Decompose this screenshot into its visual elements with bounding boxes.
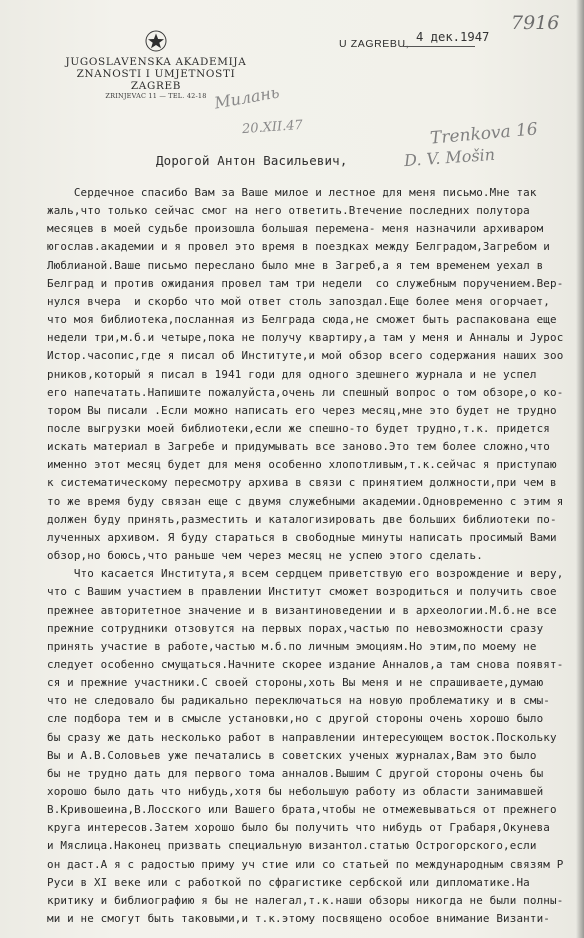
body-line: Сердечное спасибо Вам за Ваше милое и лестное для меня письмо.Мне так <box>47 186 537 199</box>
body-line: прежние сотрудники отзовутся на первых порах,частью по невозможности сразу <box>47 621 544 635</box>
body-line: лученных архивом. Я буду стараться в свободные минуты написать просимый Вами <box>47 530 557 544</box>
body-line: круга интересов.Затем хорошо было бы получить что нибудь от Грабаря,Окунева <box>47 821 551 835</box>
greeting: Дорогой Антон Васильевич, <box>156 153 348 168</box>
body-line: тором Вы писали .Если можно написать его через месяц,мне это будет не трудно <box>47 403 557 417</box>
body-line: и Мяслица.Наконец призвать специальную византол.статью Острогорского,если <box>47 839 537 853</box>
body-line: что с Вашим участием в правлении Институт сможет возродиться и получить свое <box>47 585 557 599</box>
body-line: следует особенно смущаться.Начните скорее издание Анналов,а там снова появят- <box>47 657 564 671</box>
institution-city: ZAGREB <box>130 80 182 92</box>
body-line: Истор.часопис,где я писал об Институте,и мой обзор всего содержания наших зоо <box>47 349 564 363</box>
body-line: хорошо было дать что нибудь,хотя бы небольшую работу из области занимавшей <box>47 784 544 798</box>
handwritten-note-2: 20.XII.47 <box>241 117 304 138</box>
body-line: бы не трудно дать для первого тома анналов.Вышим С другой стороны очень бы <box>47 766 544 780</box>
body-line: ми и не смогут быть таковыми,и т.к.этому посвящено особое внимание Византи- <box>47 912 551 925</box>
body-line: к систематическому пересмотру архива в связи с принятием должности,при чем в <box>47 476 557 490</box>
body-line: искать материал в Загребе и придумывать все заново.Это тем более сложно,что <box>47 440 551 454</box>
body-line: что не следовало бы радикально переключаться на новую проблематику и в смы- <box>47 694 551 708</box>
body-line: обзор,но боюсь,что раньше чем через месяц не успею этого сделать. <box>47 549 483 562</box>
body-line: Вы и А.В.Соловьев уже печатались в советских ученых журналах,Вам это было <box>47 748 537 762</box>
body-line: недели три,м.б.и четыре,пока не получу квартиру,а там у меня и Анналы и Jурос <box>47 331 564 345</box>
body-line: его напечатать.Напишите пожалуйста,очень ли спешный вопрос о том обзоре,о ко- <box>47 385 564 399</box>
body-line: месяцев в моей судьбе произошла большая перемена- меня назначили архиваром <box>47 222 544 236</box>
body-line: бы сразу же дать несколько работ в направлении интересующем восток.Поскольку <box>47 730 557 744</box>
body-line: сле подбора тем и в смысле установки,но с другой стороны очень хорошо было <box>47 712 544 726</box>
body-line: ся и прежние участники.С своей стороны,хоть Вы меня и не спрашиваете,думаю <box>47 676 544 689</box>
body-line: рников,который я писал в 1941 годи для одного здешнего журнала и не успел <box>47 367 537 381</box>
place-label: U ZAGREBU, <box>339 38 410 50</box>
body-line: должен буду принять,разместить и каталогизировать две больших библиотеки по- <box>47 512 557 526</box>
body-line: прежнее авторитетное значение и в византиноведении и в археологии.М.б.не все <box>47 603 557 617</box>
body-line: что моя библиотека,посланная из Белграда сюда,не сможет быть распакована еще <box>47 313 557 326</box>
body-line: принять участие в работе,частью м.б.по личным эмоциям.Но этим,по моему не <box>47 639 537 653</box>
handwritten-number: 7916 <box>511 12 560 34</box>
body-line: критику и библиографию я бы не налегал,т.к.наши обзоры никогда не были полны- <box>47 893 564 907</box>
letter-date: 4 дек.1947 <box>416 30 490 44</box>
body-line: Белград и против ожидания провел там три недели со служебным поручением.Вер- <box>47 276 564 290</box>
handwritten-note-1: Милань <box>212 82 281 113</box>
date-underline <box>403 46 475 47</box>
body-line: Руси в XI веке или с работкой по сфрагистике сербской или дипломатике.На <box>47 875 530 889</box>
handwritten-signature: D. V. Mošin <box>403 144 496 171</box>
body-line: Люблианой.Ваше письмо переслано было мне в Загреб,а я тем временем уехал в <box>47 258 544 272</box>
body-line: именно этот месяц будет для меня особенно хлопотливым,т.к.сейчас я приступаю <box>47 458 557 472</box>
handwritten-address: Trenkova 16 <box>429 119 539 149</box>
institution-address: ZRINJEVAC 11 — TEL. 42-18 <box>105 92 207 100</box>
body-line: он даст.А я с радостью приму уч стие или со статьей по международным связям Р <box>47 857 564 871</box>
star-emblem-icon <box>145 30 167 52</box>
body-line: то же время буду связан еще с двумя служебными академии.Одновременно с этим я <box>47 494 564 508</box>
body-line: Что касается Института,я всем сердцем приветствую его возрождение и веру, <box>47 567 564 581</box>
page-edge-shadow <box>576 0 584 938</box>
body-line: после выгрузки моей библиотеки,если же спешно-то будет трудно,т.к. придется <box>47 421 551 435</box>
body-line: В.Кривошеина,В.Лосского или Вашего брата,чтобы не отмежевываться от прежнего <box>47 803 557 817</box>
body-line: жаль,что только сейчас смог на него ответить.Втечение последних полутора <box>47 204 530 218</box>
body-line: югослав.академии и я провел это время в поездках между Белградом,Загребом и <box>47 240 551 254</box>
institution-line-2: ZNANOSTI I UMJETNOSTI <box>76 68 236 80</box>
institution-line-1: JUGOSLAVENSKA AKADEMIJA <box>65 56 247 68</box>
body-line: нулся вчера и скорбо что мой ответ столь запоздал.Еще более меня огорчает, <box>47 294 551 308</box>
